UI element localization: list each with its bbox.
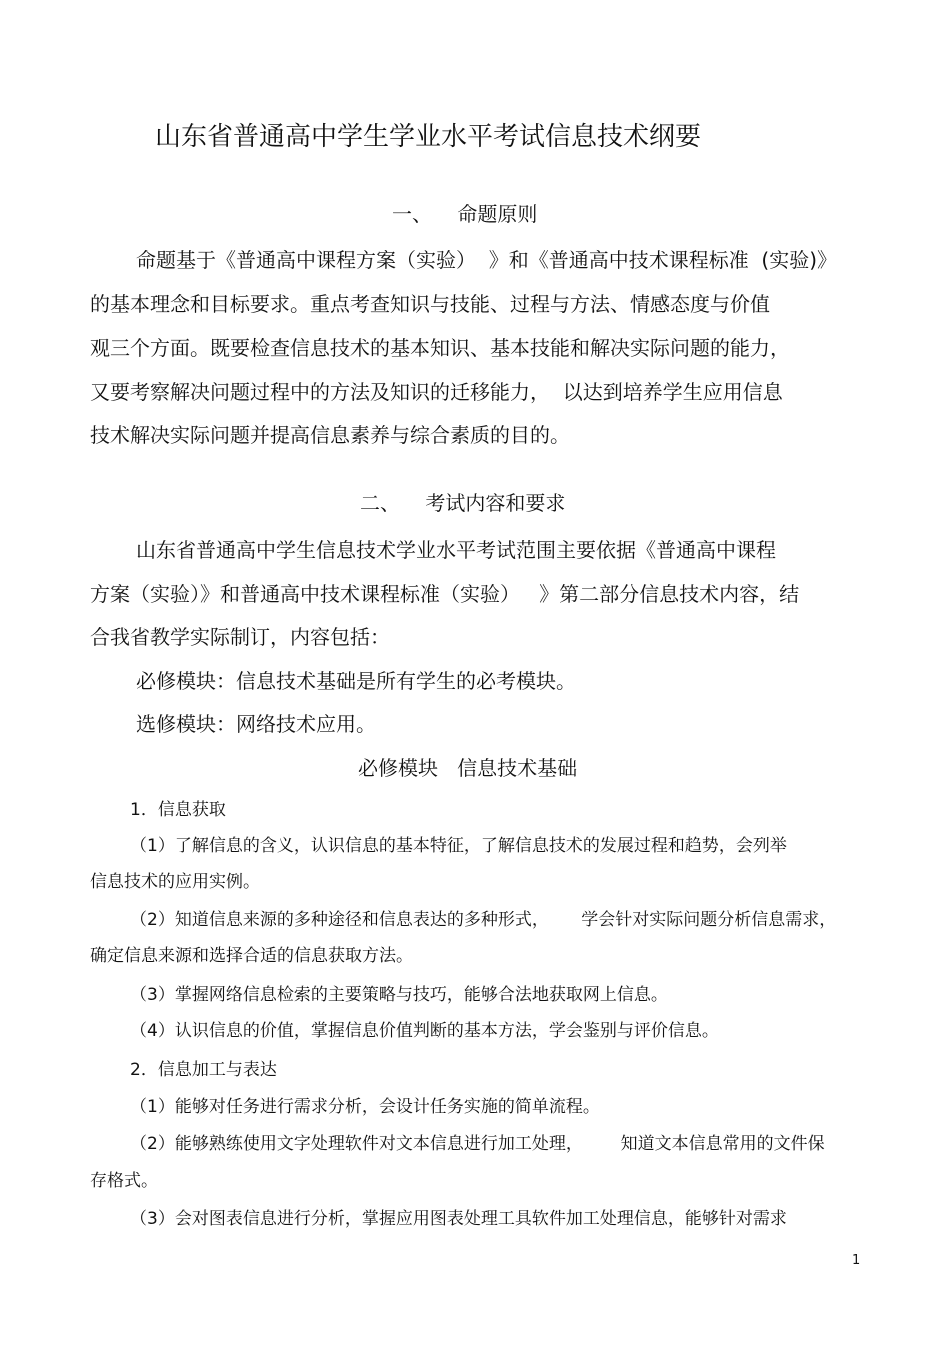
item-line: （1）了解信息的含义，认识信息的基本特征，了解信息技术的发展过程和趋势，会列举 — [130, 836, 787, 856]
paragraph-line: 山东省普通高中学生信息技术学业水平考试范围主要依据《普通高中课程 — [136, 538, 776, 562]
paragraph-line: 必修模块：信息技术基础是所有学生的必考模块。 — [136, 669, 576, 693]
item-line: 确定信息来源和选择合适的信息获取方法。 — [90, 946, 413, 966]
item-line: （3）会对图表信息进行分析，掌握应用图表处理工具软件加工处理信息，能够针对需求 — [130, 1209, 787, 1229]
item-line: 信息技术的应用实例。 — [90, 872, 260, 892]
page-title: 山东省普通高中学生学业水平考试信息技术纲要 — [155, 122, 702, 152]
item-heading-information-acquisition: 1．信息获取 — [130, 800, 226, 820]
item-line: （3）掌握网络信息检索的主要策略与技巧，能够合法地获取网上信息。 — [130, 985, 668, 1005]
item-line: （2）能够熟练使用文字处理软件对文本信息进行加工处理， 知道文本信息常用的文件保 — [130, 1134, 825, 1154]
paragraph-line: 技术解决实际问题并提高信息素养与综合素质的目的。 — [90, 423, 570, 447]
paragraph-line: 又要考察解决问题过程中的方法及知识的迁移能力， 以达到培养学生应用信息 — [90, 380, 783, 404]
section-heading-principles: 一、 命题原则 — [392, 202, 538, 226]
item-heading-information-processing: 2．信息加工与表达 — [130, 1060, 277, 1080]
paragraph-line: 方案（实验）》和普通高中技术课程标准（实验） 》第二部分信息技术内容，结 — [90, 582, 800, 606]
paragraph-line: 的基本理念和目标要求。重点考查知识与技能、过程与方法、情感态度与价值 — [90, 292, 770, 316]
paragraph-line: 合我省教学实际制订，内容包括： — [90, 625, 390, 649]
page-number: 1 — [852, 1253, 861, 1268]
paragraph-line: 选修模块：网络技术应用。 — [136, 712, 376, 736]
item-line: （2）知道信息来源的多种途径和信息表达的多种形式， 学会针对实际问题分析信息需求， — [130, 910, 837, 930]
module-heading: 必修模块 信息技术基础 — [358, 756, 578, 780]
section-heading-content: 二、 考试内容和要求 — [360, 491, 566, 515]
paragraph-line: 命题基于《普通高中课程方案（实验） 》和《普通高中技术课程标准 (实验)》 — [136, 248, 838, 272]
item-line: （4）认识信息的价值，掌握信息价值判断的基本方法，学会鉴别与评价信息。 — [130, 1021, 719, 1041]
paragraph-line: 观三个方面。既要检查信息技术的基本知识、基本技能和解决实际问题的能力， — [90, 336, 790, 360]
item-line: 存格式。 — [90, 1171, 158, 1191]
item-line: （1）能够对任务进行需求分析，会设计任务实施的简单流程。 — [130, 1097, 600, 1117]
